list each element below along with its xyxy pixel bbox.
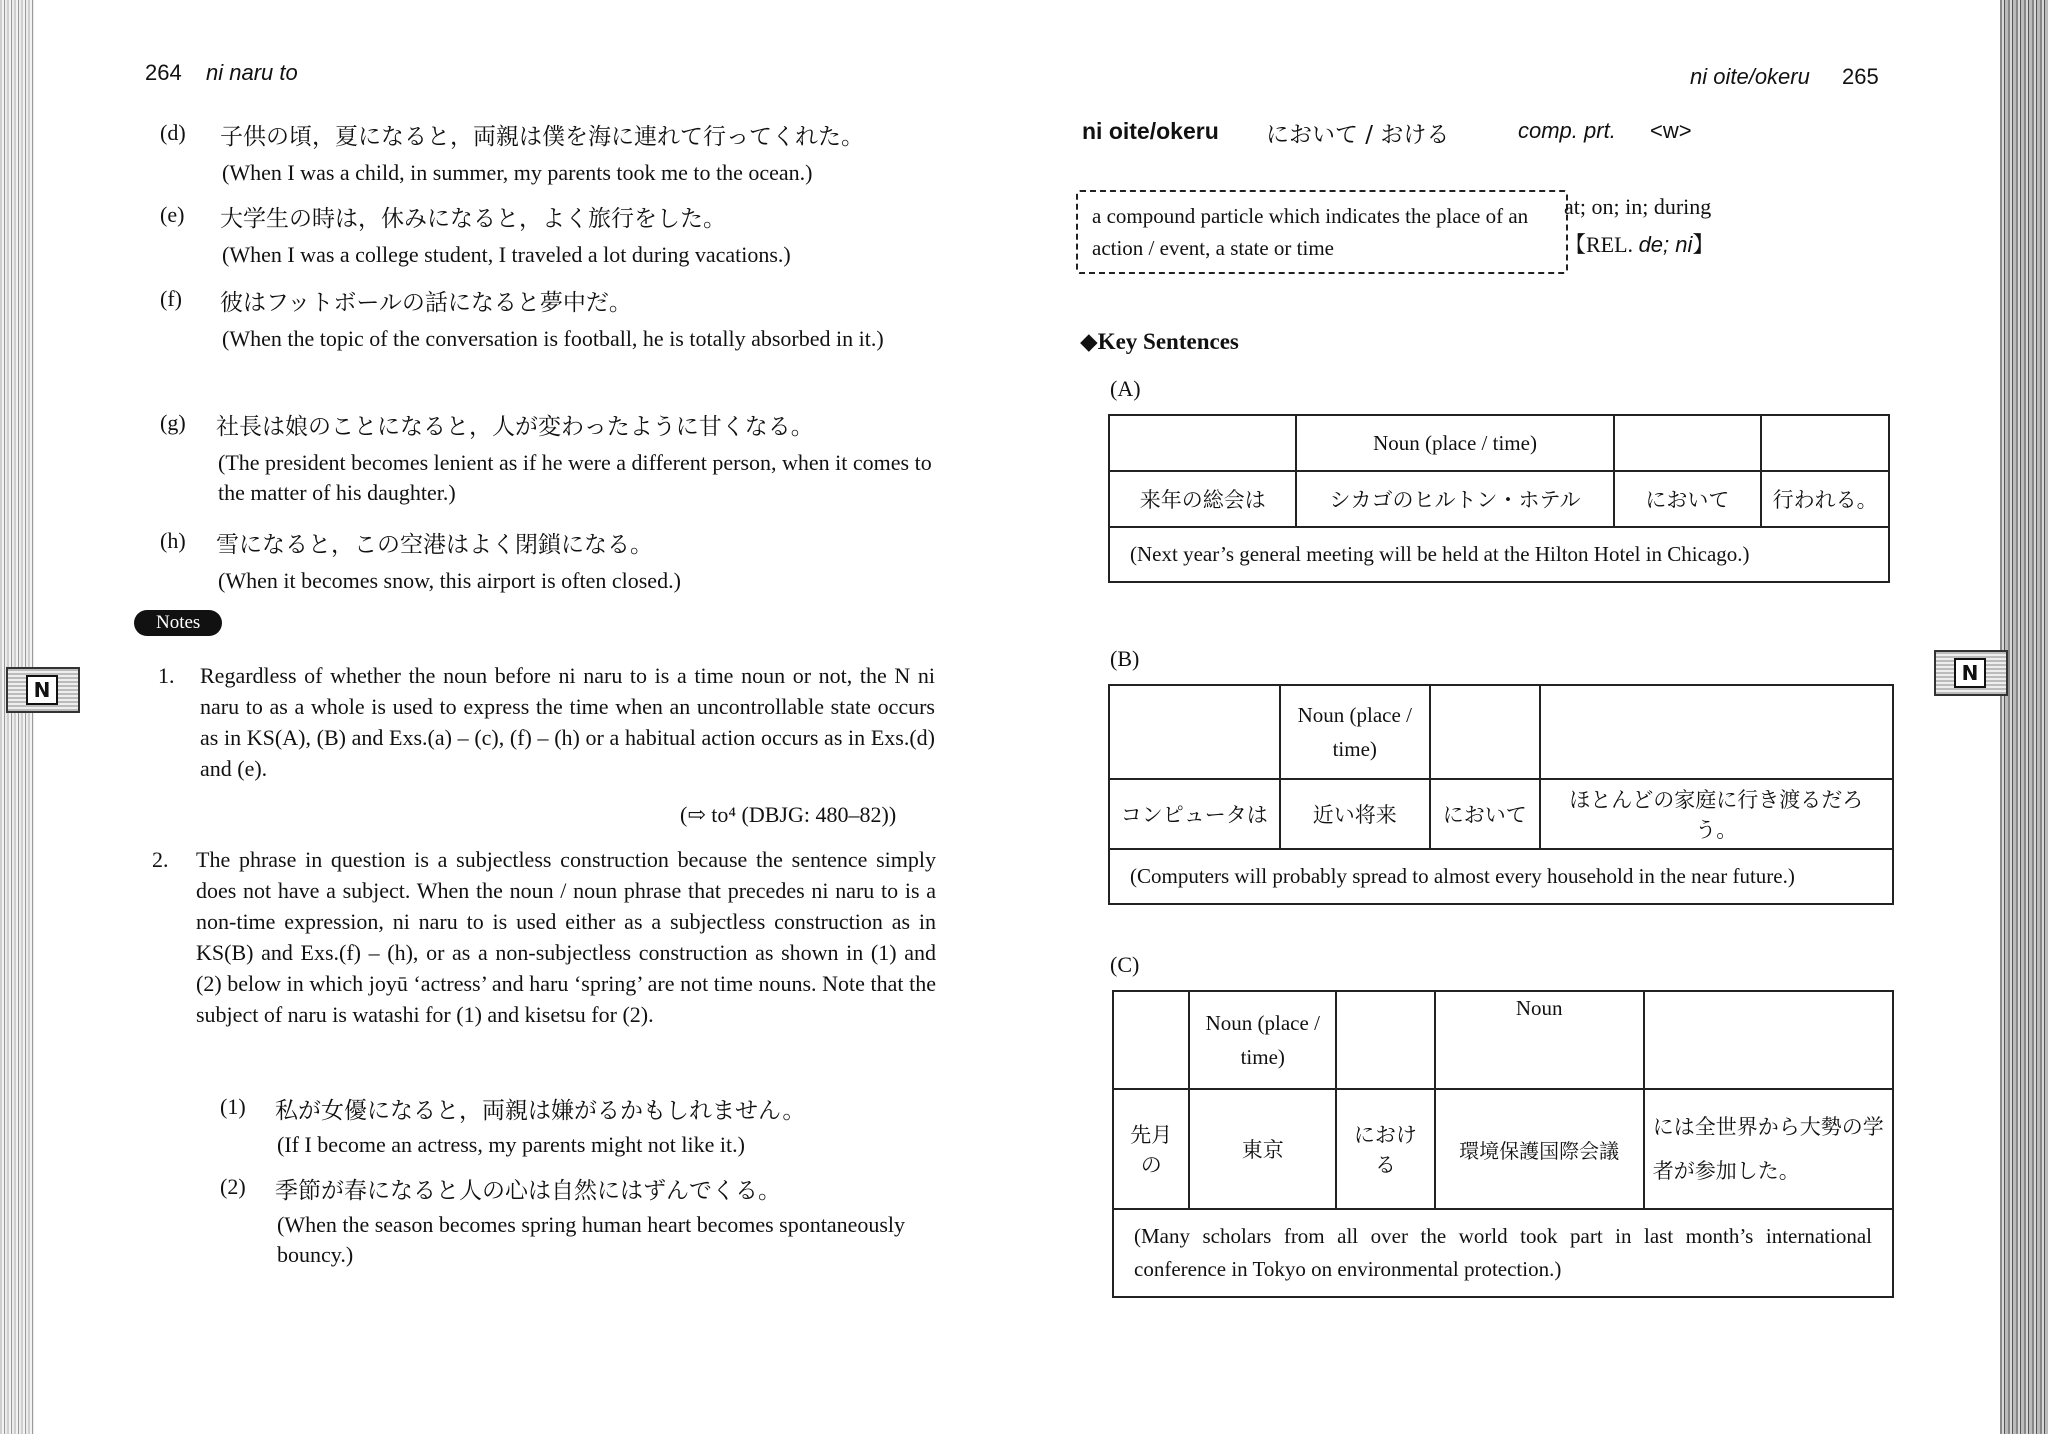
ks-a-cell: 行われる。 [1761,471,1889,527]
ks-b-header: Noun (place / time) [1280,685,1430,779]
example-letter: (e) [160,202,185,227]
left-running-head: ni naru to [206,60,298,85]
gloss: at; on; in; during [1564,194,1712,219]
ks-a-table [1108,414,1890,583]
entry-part-of-speech: comp. prt. [1518,118,1616,143]
entry-romaji: ni oite/okeru [1082,118,1219,144]
note-2-text: The phrase in question is a subjectless construction because the sentence simply does not have a subject. When the noun / noun phrase that precedes ni naru to is a non-time expression, ni naru to is used either as a subjectless construction as in KS(B) and Exs.(f) – (h), or as a non-subjectless construction as shown in (1) and (2) below in which joyū ‘actress’ and haru ‘spring’ are not time nouns. Note that the subject of naru is watashi for (1) and kisetsu for (2). [196,847,936,1027]
ks-c-header-1: Noun (place / time) [1189,991,1336,1089]
example-japanese: 彼はフットボールの話になると夢中だ。 [220,290,632,316]
ks-c-cell: における [1336,1089,1435,1209]
ks-c-header-2: Noun [1435,991,1644,1089]
example-letter: (g) [160,410,186,435]
related-terms [1564,228,1714,259]
sub-example-japanese: 私が女優になると，両親は嫌がるかもしれません。 [275,1098,806,1124]
key-sentences-heading: ◆Key Sentences [1080,329,1239,354]
related-prefix: 【REL. [1564,232,1634,257]
ks-c-table [1112,990,1894,1298]
example-japanese: 子供の頃，夏になると，両親は僕を海に連れて行ってくれた。 [220,124,864,150]
left-thumb-index-tab [6,667,80,713]
right-page-edge [2000,0,2048,1434]
example-letter: (f) [160,286,182,311]
tab-letter: N [26,675,58,705]
left-page-edge [0,0,34,1434]
ks-c-cell: には全世界から大勢の学者が参加した。 [1644,1089,1893,1209]
ks-c-cell: 東京 [1189,1089,1336,1209]
ks-b-cell: において [1430,779,1540,849]
example-letter: (h) [160,528,186,553]
ks-b-cell: コンピュータは [1109,779,1280,849]
example-english: (When I was a child, in summer, my parents took me to the ocean.) [222,160,813,185]
sub-example-number: (1) [220,1094,246,1119]
ks-b-table [1108,684,1894,905]
example-letter: (d) [160,120,186,145]
definition-text: a compound particle which indicates the place of an action / event, a state or time [1092,204,1529,260]
tab-letter: N [1954,658,1986,688]
ks-a-cell: シカゴのヒルトン・ホテル [1296,471,1613,527]
entry-register: <w> [1650,118,1692,143]
note-1-number: 1. [158,663,175,688]
ks-b-cell: 近い将来 [1280,779,1430,849]
entry-kana: において / おける [1266,122,1450,148]
example-japanese: 大学生の時は，休みになると，よく旅行をした。 [220,206,726,232]
sub-example-english: (If I become an actress, my parents might not like it.) [277,1132,745,1157]
definition-box [1076,190,1568,274]
left-page-number: 264 [145,60,182,85]
ks-c-translation: (Many scholars from all over the world took part in last month’s international conference in Tokyo on environmental protection.) [1113,1209,1893,1297]
example-english: (When the topic of the conversation is football, he is totally absorbed in it.) [222,326,884,351]
ks-c-cell: 先月の [1113,1089,1189,1209]
sub-example-number: (2) [220,1174,246,1199]
ks-a-cell: において [1614,471,1762,527]
example-english: (When I was a college student, I traveled a lot during vacations.) [222,242,791,267]
example-english: (When it becomes snow, this airport is often closed.) [218,568,681,593]
note-1-text: Regardless of whether the noun before ni naru to is a time noun or not, the N ni naru to as a whole is used to express the time when an uncontrollable state occurs as in KS(A), (B) and Exs.(a) – (c), (f) – (h) or a habitual action occurs as in Exs.(d) and (e). [200,663,935,781]
notes-label: Notes [134,610,222,636]
ks-a-translation: (Next year’s general meeting will be held at the Hilton Hotel in Chicago.) [1109,527,1889,582]
sub-example-english: (When the season becomes spring human heart becomes spontaneously bouncy.) [277,1212,906,1267]
note-2-number: 2. [152,847,169,872]
ks-c-cell: 環境保護国際会議 [1435,1089,1644,1209]
example-japanese: 雪になると，この空港はよく閉鎖になる。 [216,532,653,558]
ks-b-label: (B) [1110,646,1140,671]
example-japanese: 社長は娘のことになると，人が変わったように甘くなる。 [216,414,814,440]
right-thumb-index-tab [1934,650,2008,696]
ks-a-label: (A) [1110,376,1141,401]
ks-a-header: Noun (place / time) [1296,415,1613,471]
ks-b-translation: (Computers will probably spread to almost every household in the near future.) [1109,849,1893,904]
note-1-reference: (⇨ to⁴ (DBJG: 480–82)) [680,802,897,827]
ks-b-cell: ほとんどの家庭に行き渡るだろう。 [1540,779,1893,849]
right-page-number: 265 [1842,64,1879,89]
right-running-head: ni oite/okeru [1690,64,1810,89]
ks-c-label: (C) [1110,952,1140,977]
sub-example-japanese: 季節が春になると人の心は自然にはずんでくる。 [275,1178,781,1204]
ks-a-cell: 来年の総会は [1109,471,1296,527]
related-suffix: 】 [1692,232,1715,257]
related-terms-list: de; ni [1638,232,1693,257]
example-english: (The president becomes lenient as if he were a different person, when it comes to the matter of his daughter.) [218,450,932,505]
